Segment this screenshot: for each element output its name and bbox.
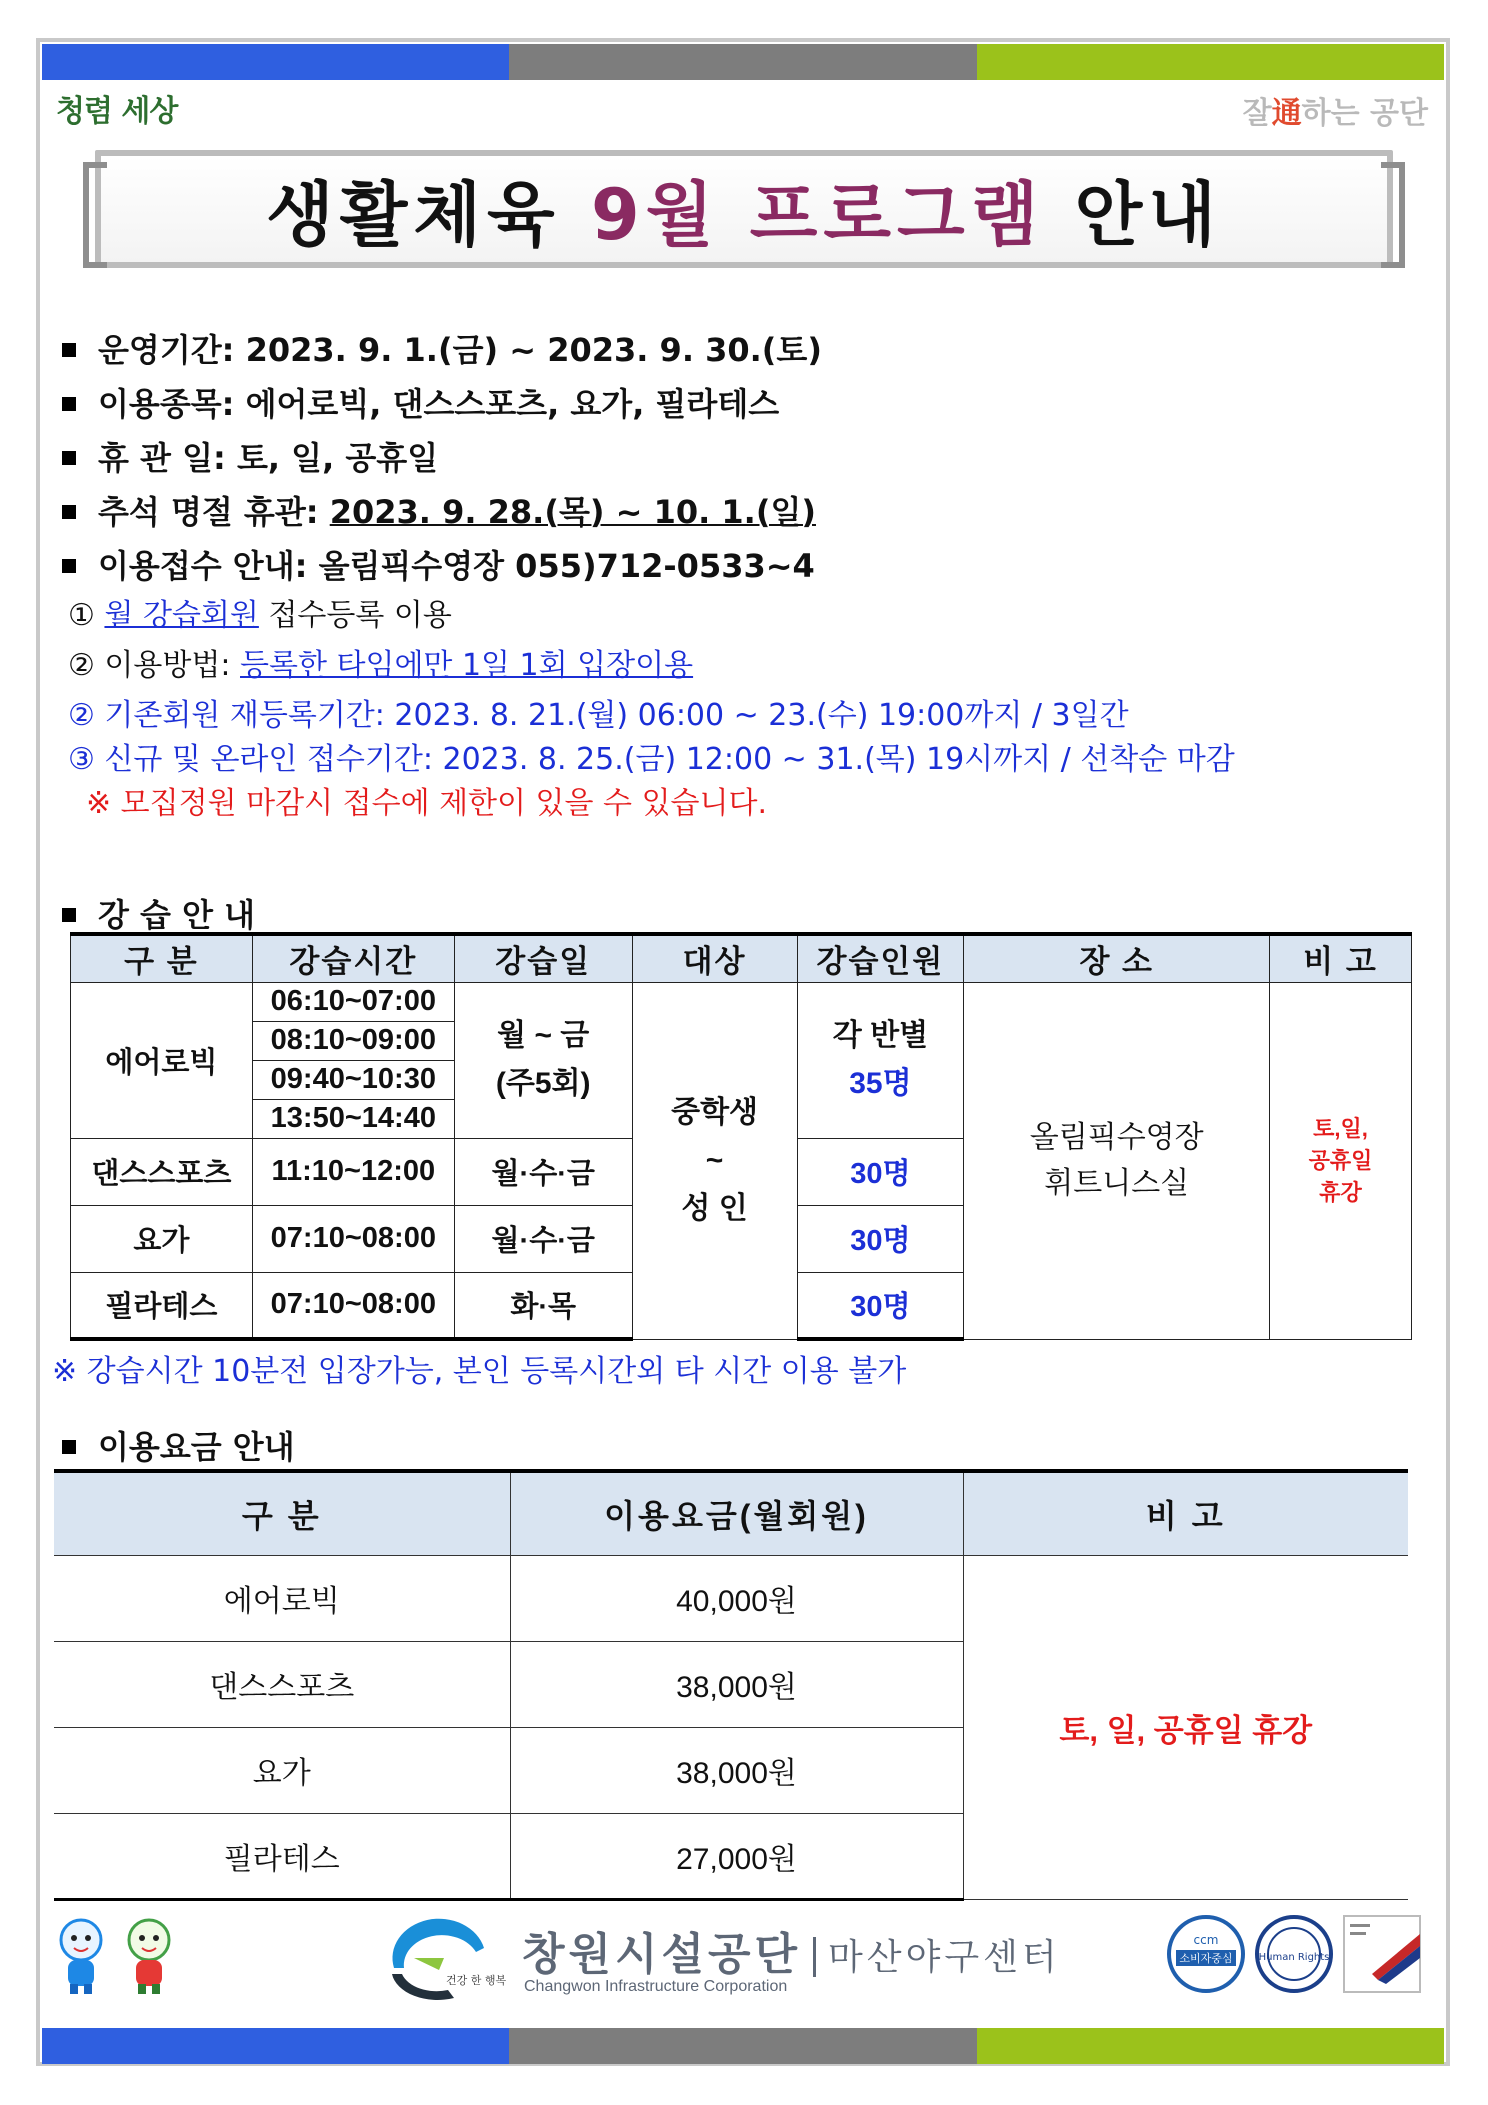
place-cell: 올림픽수영장 휘트니스실 xyxy=(964,982,1270,1339)
info-period: 운영기간: 2023. 9. 1.(금) ~ 2023. 9. 30.(토) xyxy=(58,330,1438,370)
col-header-category: 구 분 xyxy=(71,934,253,982)
fee-col-header-category: 구 분 xyxy=(54,1471,510,1555)
yoga-time-cell: 07:10~08:00 xyxy=(252,1205,454,1272)
info-reception: 이용접수 안내: 올림픽수영장 055)712-0533~4 xyxy=(58,546,1438,586)
fee-name-cell: 에어로빅 xyxy=(54,1555,510,1641)
note-new-registration: ③ 신규 및 온라인 접수기간: 2023. 8. 25.(금) 12:00 ~ 31.(목) 19시까지 / 선착순 마감 xyxy=(68,742,1235,777)
bullet-square-icon xyxy=(62,559,76,573)
pilates-name-cell: 필라테스 xyxy=(71,1272,253,1339)
top-color-stripe xyxy=(42,44,1444,80)
dance-days-cell: 월·수·금 xyxy=(454,1138,632,1205)
pilates-capacity-cell: 30명 xyxy=(797,1272,964,1339)
col-header-time: 강습시간 xyxy=(252,934,454,982)
fee-value-cell: 38,000원 xyxy=(510,1727,963,1813)
note-capacity-warning: ※ 모집정원 마감시 접수에 제한이 있을 수 있습니다. xyxy=(86,786,768,821)
col-header-target: 대상 xyxy=(632,934,797,982)
fee-remark-cell: 토, 일, 공휴일 휴강 xyxy=(963,1555,1408,1899)
info-closed-days: 휴 관 일: 토, 일, 공휴일 xyxy=(58,438,1438,478)
page-title: 생활체육 9월 프로그램 안내 xyxy=(266,173,1222,256)
title-banner xyxy=(95,150,1393,268)
bottom-color-stripe xyxy=(42,2028,1444,2064)
remark-cell: 토,일, 공휴일 휴강 xyxy=(1270,982,1412,1339)
dance-time-cell: 11:10~12:00 xyxy=(252,1138,454,1205)
fee-value-cell: 40,000원 xyxy=(510,1555,963,1641)
info-holiday-closure: 추석 명절 휴관: 2023. 9. 28.(목) ~ 10. 1.(일) xyxy=(58,492,1438,532)
bullet-square-icon xyxy=(62,505,76,519)
aerobic-time-1: 06:10~07:00 xyxy=(252,982,454,1021)
note-reregistration: ② 기존회원 재등록기간: 2023. 8. 21.(월) 06:00 ~ 23.(수) 19:00까지 / 3일간 xyxy=(68,698,1129,733)
svg-text:Human Rights: Human Rights xyxy=(1258,1952,1330,1963)
aerobic-time-3: 09:40~10:30 xyxy=(252,1060,454,1099)
pilates-days-cell: 화·목 xyxy=(454,1272,632,1339)
bullet-square-icon xyxy=(62,451,76,465)
fees-section-title: 이용요금 안내 xyxy=(58,1422,295,1468)
col-header-capacity: 강습인원 xyxy=(797,934,964,982)
fees-table xyxy=(54,1469,1408,1901)
table-header-row xyxy=(54,1471,1408,1555)
fee-col-header-fee: 이용요금(월회원) xyxy=(510,1471,963,1555)
schedule-table xyxy=(70,932,1412,1341)
bullet-square-icon xyxy=(62,908,76,922)
aerobic-capacity-cell: 각 반별 35명 xyxy=(797,982,964,1138)
corp-name: 창원시설공단 마산야구센터 xyxy=(522,1929,1061,1980)
col-header-remark: 비 고 xyxy=(1270,934,1412,982)
target-cell: 중학생 ~ 성 인 xyxy=(632,982,797,1339)
bullet-square-icon xyxy=(62,1440,76,1454)
footer xyxy=(42,1910,1444,2020)
info-types: 이용종목: 에어로빅, 댄스스포츠, 요가, 필라테스 xyxy=(58,384,1438,424)
human-rights-badge-icon xyxy=(1254,1914,1334,1994)
table-header-row xyxy=(71,934,1412,982)
col-header-days: 강습일 xyxy=(454,934,632,982)
schedule-section-title: 강 습 안 내 xyxy=(58,890,255,936)
dance-capacity-cell: 30명 xyxy=(797,1138,964,1205)
aerobic-name-cell: 에어로빅 xyxy=(71,982,253,1138)
bullet-square-icon xyxy=(62,397,76,411)
clean-world-logo: 청렴 세상 xyxy=(56,94,178,129)
fee-name-cell: 요가 xyxy=(54,1727,510,1813)
aerobic-time-2: 08:10~09:00 xyxy=(252,1021,454,1060)
mascot-green-icon xyxy=(120,1916,178,1996)
corp-english-name: Changwon Infrastructure Corporation xyxy=(524,1978,788,1995)
corp-emblem-icon xyxy=(384,1918,507,2008)
yoga-days-cell: 월·수·금 xyxy=(454,1205,632,1272)
schedule-footnote: ※ 강습시간 10분전 입장가능, 본인 등록시간외 타 시간 이용 불가 xyxy=(52,1354,907,1389)
consumer-centered-badge-icon xyxy=(1166,1914,1246,1994)
bullet-square-icon xyxy=(62,343,76,357)
corp-slogan-logo: 잘通하는 공단 xyxy=(1242,96,1428,131)
yoga-name-cell: 요가 xyxy=(71,1205,253,1272)
aerobic-days-cell: 월 ~ 금 (주5회) xyxy=(454,982,632,1138)
fee-value-cell: 38,000원 xyxy=(510,1641,963,1727)
table-row xyxy=(71,982,1412,1021)
col-header-place: 장 소 xyxy=(964,934,1270,982)
aerobic-time-4: 13:50~14:40 xyxy=(252,1099,454,1138)
yoga-capacity-cell: 30명 xyxy=(797,1205,964,1272)
fee-col-header-remark: 비 고 xyxy=(963,1471,1408,1555)
pilates-time-cell: 07:10~08:00 xyxy=(252,1272,454,1339)
fee-name-cell: 댄스스포츠 xyxy=(54,1641,510,1727)
mascot-blue-icon xyxy=(52,1916,110,1996)
svg-text:소비자중심: 소비자중심 xyxy=(1179,1952,1233,1965)
service-quality-badge-icon xyxy=(1342,1914,1422,1994)
svg-text:건강 한 행복: 건강 한 행복 xyxy=(446,1974,507,1987)
fee-value-cell: 27,000원 xyxy=(510,1813,963,1899)
table-row xyxy=(54,1555,1408,1641)
note-monthly-members: ① 월 강습회원 접수등록 이용 xyxy=(68,598,452,633)
dance-name-cell: 댄스스포츠 xyxy=(71,1138,253,1205)
svg-text:ccm: ccm xyxy=(1193,1933,1219,1947)
note-usage-method: ② 이용방법: 등록한 타임에만 1일 1회 입장이용 xyxy=(68,648,694,683)
fee-name-cell: 필라테스 xyxy=(54,1813,510,1899)
